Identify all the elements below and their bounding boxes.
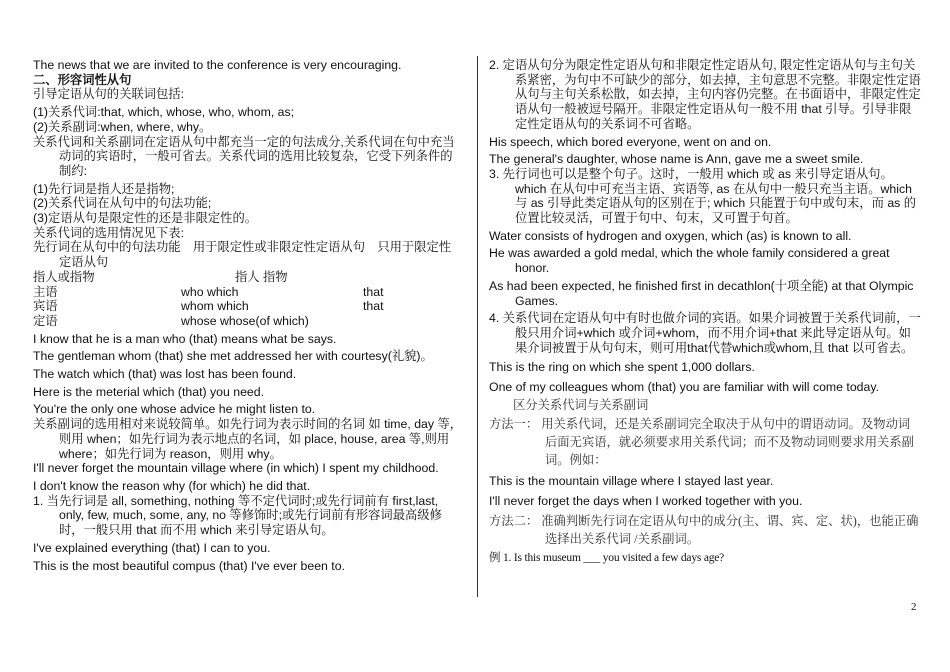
row-both: who which xyxy=(181,284,239,299)
rule-2-paragraph: 2. 定语从句分为限定性定语从句和非限定性定语从句, 限定性定语从句与主句关系紧密，为句中不可缺少的部分，如去掉，主句意思不完整。非限定性定语从句与主句关系松散，如去掉，主句内容仍完整。在书面语中，非限定性定语从句一般被逗号隔开。非限定性定语从句一般不用 that 引导。引导非限定性定语从句的关系词不可省略。 xyxy=(489,58,921,131)
condition-1: (1)先行词是指人还是指物; xyxy=(33,181,175,196)
example-sentence: This is the most beautiful compus (that) I've ever been to. xyxy=(33,558,345,573)
rule-1-paragraph: 1. 当先行词是 all, something, nothing 等不定代词时;或先行词前有 first,last, only, few, much, some, any, no 等修饰时;或先行词前有形容词最高级修时，一般只用 that 而不用 which 来引导定语从句。 xyxy=(33,493,442,538)
condition-2: (2)关系代词在从句中的句法功能; xyxy=(33,196,212,211)
section-heading: 二、形容词性从句 xyxy=(33,72,132,87)
distinguish-title: 区分关系代词与关系副词 xyxy=(513,397,649,412)
example-sentence: I've explained everything (that) I can to you. xyxy=(33,540,271,555)
table-row xyxy=(33,299,463,314)
example-sentence: The gentleman whom (that) she met addressed her with courtesy(礼貌)。 xyxy=(33,349,433,364)
relative-role-paragraph: 关系代词和关系副词在定语从句中都充当一定的句法成分,关系代词在句中充当动词的宾语时，一般可省去。关系代词的选用比较复杂，它受下列条件的制约: xyxy=(33,134,455,178)
example-sentence: I'll never forget the days when I worked together with you. xyxy=(489,494,803,509)
condition-3: (3)定语从句是限定性的还是非限定性的。 xyxy=(33,211,258,226)
column-divider xyxy=(477,56,478,597)
example-sentence: Here is the meterial which (that) you need. xyxy=(33,384,265,399)
example-sentence: One of my colleagues whom (that) you are familiar with will come today. xyxy=(489,380,880,395)
row-restrictive: that xyxy=(363,284,384,299)
intro-sentence: The news that we are invited to the conference is very encouraging. xyxy=(33,58,402,72)
row-function: 宾语 xyxy=(33,299,58,314)
exercise-1: 例 1. Is this museum ___ you visited a few days age? xyxy=(489,551,725,564)
relative-pronouns-list: (1)关系代词:that, which, whose, who, whom, as; xyxy=(33,105,295,120)
row-restrictive: that xyxy=(363,299,384,314)
relative-words-intro: 引导定语从句的关联词包括: xyxy=(33,87,184,102)
example-sentence: This is the ring on which she spent 1,000 dollars. xyxy=(489,360,755,375)
adverb-usage-paragraph: 关系副词的选用相对来说较简单。如先行词为表示时间的名词 如 time, day 等，则用 when；如先行词为表示地点的名词，如 place, house, area 等,则用 where；如先行词为 reason，则用 why。 xyxy=(33,417,463,461)
subheader-mid: 指人 指物 xyxy=(235,269,288,284)
row-both: whom which xyxy=(181,299,249,314)
example-sentence: The watch which (that) was lost has been found. xyxy=(33,367,297,382)
right-column xyxy=(489,58,921,566)
table-subheader xyxy=(33,270,463,285)
example-sentence: This is the mountain village where I stayed last year. xyxy=(489,474,774,489)
example-sentence: You're the only one whose advice he might listen to. xyxy=(33,402,316,417)
method-2-paragraph: 方法二： 准确判断先行词在定语从句中的成分(主、谓、宾、定、状)，也能正确选择出关系代词 /关系副词。 xyxy=(489,513,919,546)
row-function: 主语 xyxy=(33,284,58,299)
rule-3-paragraph: 3. 先行词也可以是整个句子。这时，一般用 which 或 as 来引导定语从句。which 在从句中可充当主语、宾语等, as 在从句中一般只充当主语。which 与 as 引导此类定语从句的区别在于; which 只能置于句中或句末，而 as 的位置比较灵活，可置于句中、句末，又可置于句首。 xyxy=(489,166,917,226)
example-sentence: His speech, which bored everyone, went on and on. xyxy=(489,134,772,149)
example-sentence: The general's daughter, whose name is Ann, gave me a sweet smile. xyxy=(489,152,864,167)
pronoun-table xyxy=(33,240,463,328)
example-sentence: I'll never forget the mountain village where (in which) I spent my childhood. xyxy=(33,461,439,476)
example-sentence: He was awarded a gold medal, which the whole family considered a great honor. xyxy=(489,246,890,276)
left-column xyxy=(33,58,463,573)
page-number: 2 xyxy=(911,601,917,613)
rule-4-paragraph: 4. 关系代词在定语从句中有时也做介词的宾语。如果介词被置于关系代词前，一般只用介词+which 或介词+whom，而不用介词+that 来此导定语从句。如果介词被置于从句句末，则可用that代替which或whom,且 that 以可省去。 xyxy=(489,311,921,355)
table-row xyxy=(33,285,463,300)
row-both: whose whose(of which) xyxy=(181,313,309,328)
example-sentence: I know that he is a man who (that) means what be says. xyxy=(33,331,337,346)
relative-adverbs-list: (2)关系副词:when, where, why。 xyxy=(33,119,212,134)
example-sentence: As had been expected, he finished first in decathlon(十项全能) at that Olympic Games. xyxy=(489,278,914,308)
example-sentence: I don't know the reason why (for which) he did that. xyxy=(33,478,311,493)
table-header: 先行词在从句中的句法功能 用于限定性或非限定性定语从句 只用于限定性定语从句 xyxy=(33,240,452,270)
example-sentence: Water consists of hydrogen and oxygen, which (as) is known to all. xyxy=(489,228,852,243)
table-intro: 关系代词的选用情况见下表: xyxy=(33,225,184,240)
method-1-paragraph: 方法一： 用关系代词，还是关系副词完全取决于从句中的谓语动词。及物动词后面无宾语，就必须要求用关系代词；而不及物动词则要求用关系副词。例如： xyxy=(489,417,914,468)
row-function: 定语 xyxy=(33,313,58,328)
subheader-left: 指人或指物 xyxy=(33,269,95,284)
table-row xyxy=(33,314,463,329)
